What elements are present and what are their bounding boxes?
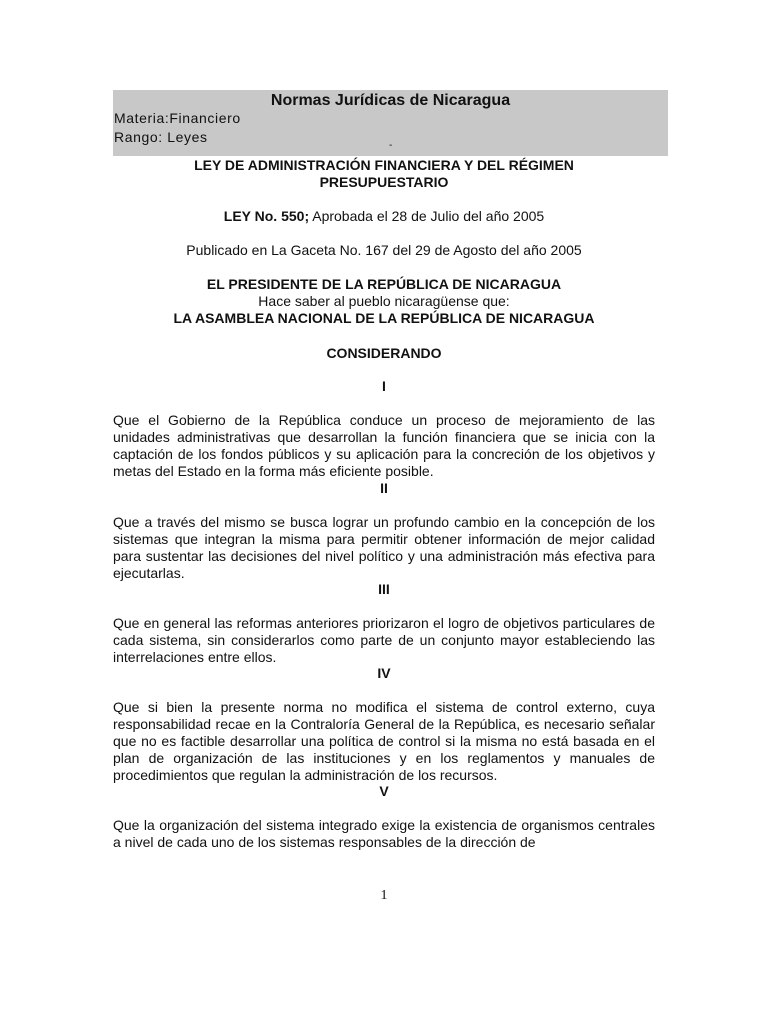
law-title-line-2: PRESUPUESTARIO: [319, 174, 449, 190]
section-numeral-4: IV: [377, 665, 391, 681]
page-number: 1: [380, 888, 388, 903]
section-text-2: Que a través del mismo se busca lograr un profundo cambio en la concepción de los sistemas que integran la misma para permitir obtener información de mejor calidad para sustentar las decisiones del nivel político y una administración más efectiva para ejecutarlas.: [113, 514, 655, 581]
section-text-4: Que si bien la presente norma no modifica el sistema de control externo, cuya responsabilidad recae en la Contraloría General de la República, es necesario señalar que no es factible desarrollar una política de control si la misma no está basada en el plan de organización de las instituciones y en los reglamentos y manuales de procedimientos que regulan la administración de los recursos.: [113, 699, 655, 783]
section-numeral-2: II: [380, 480, 388, 496]
section-text-5: Que la organización del sistema integrado exige la existencia de organismos centrales a nivel de cada uno de los sistemas responsables de la dirección de: [113, 817, 655, 850]
header-dot: -: [389, 140, 393, 151]
header-rango: Rango: Leyes: [114, 129, 208, 145]
header-title: Normas Jurídicas de Nicaragua: [270, 92, 511, 109]
header-materia: Materia:Financiero: [114, 110, 241, 126]
section-numeral-3: III: [378, 581, 390, 597]
section-numeral-5: V: [379, 783, 389, 799]
published-line: Publicado en La Gaceta No. 167 del 29 de Agosto del año 2005: [186, 242, 582, 258]
law-approved-date: Aprobada el 28 de Julio del año 2005: [309, 208, 545, 224]
section-text-3: Que en general las reformas anteriores priorizaron el logro de objetivos particulares de cada sistema, sin considerarlos como parte de un conjunto mayor estableciendo las interrelaciones entre ellos.: [113, 615, 655, 665]
section-text-1: Que el Gobierno de la República conduce un proceso de mejoramiento de las unidades administrativas que desarrollan la función financiera que se inicia con la captación de los fondos públicos y su aplicación para la concreción de los objetivos y metas del Estado en la forma más eficiente posible.: [113, 412, 655, 479]
law-title-line-1: LEY DE ADMINISTRACIÓN FINANCIERA Y DEL RÉGIMEN: [194, 157, 574, 173]
header-box: [113, 90, 668, 156]
assembly-heading: LA ASAMBLEA NACIONAL DE LA REPÚBLICA DE NICARAGUA: [173, 310, 595, 326]
considerando-heading: CONSIDERANDO: [326, 345, 442, 361]
president-heading: EL PRESIDENTE DE LA REPÚBLICA DE NICARAGUA: [206, 276, 562, 292]
hace-saber-line: Hace saber al pueblo nicaragüense que:: [258, 293, 510, 309]
law-number-label: LEY No. 550;: [223, 208, 310, 224]
section-numeral-1: I: [382, 378, 386, 394]
law-number-line: [113, 208, 655, 225]
